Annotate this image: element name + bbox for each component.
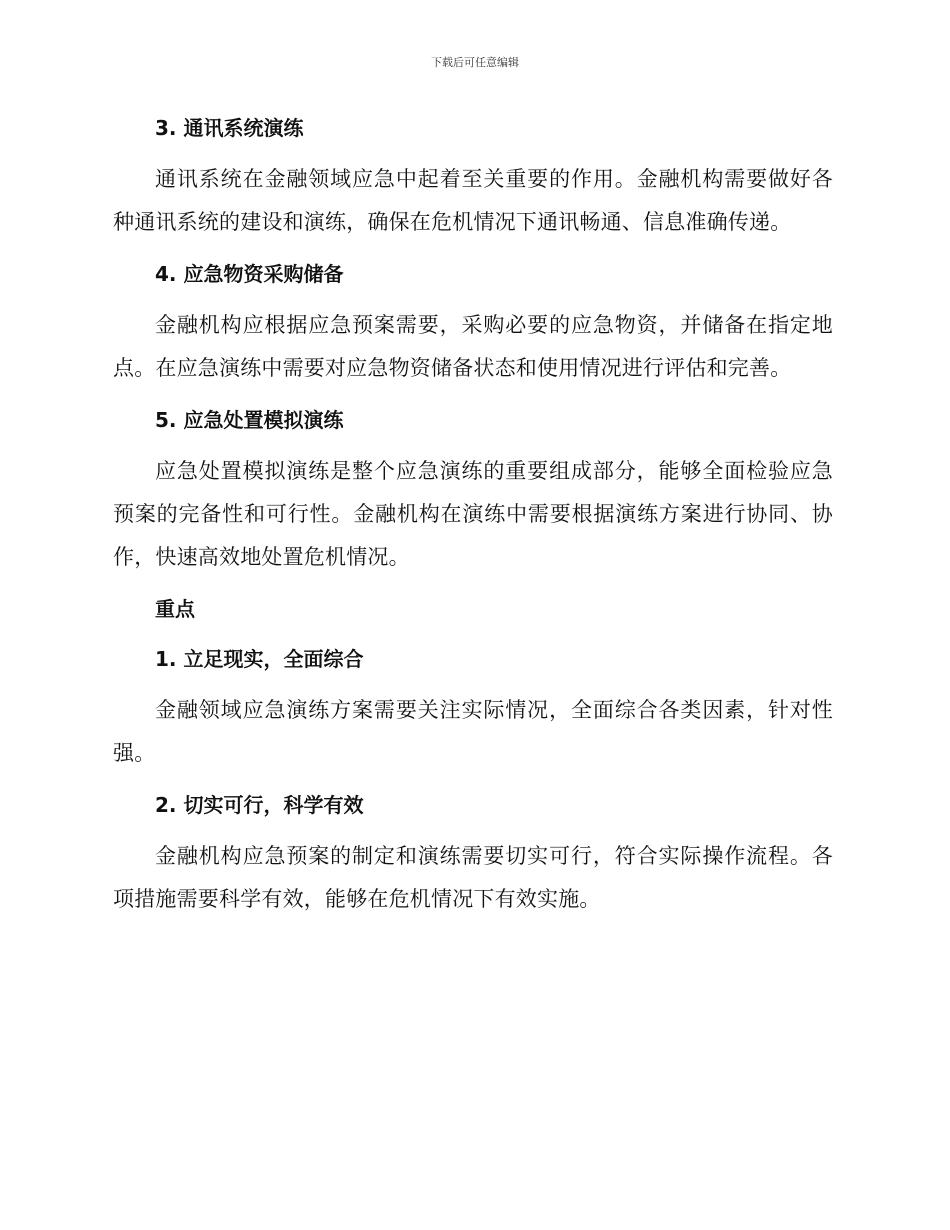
page-header: 下载后可任意编辑 (431, 56, 519, 69)
section-heading-feasible: 2. 切实可行，科学有效 (155, 793, 364, 817)
paragraph-feasible: 金融机构应急预案的制定和演练需要切实可行，符合实际操作流程。各项措施需要科学有效，能够在危机情况下有效实施。 (113, 844, 833, 911)
paragraph-supplies: 金融机构应根据应急预案需要，采购必要的应急物资，并储备在指定地点。在应急演练中需要对应急物资储备状态和使用情况进行评估和完善。 (113, 313, 833, 380)
section-heading-simulation: 5. 应急处置模拟演练 (155, 408, 344, 432)
section-heading-supplies: 4. 应急物资采购储备 (155, 262, 344, 286)
section-heading-key-points: 重点 (155, 597, 195, 621)
document-body (113, 108, 833, 931)
section-heading-practical: 1. 立足现实，全面综合 (155, 647, 364, 671)
paragraph-simulation: 应急处置模拟演练是整个应急演练的重要组成部分，能够全面检验应急预案的完备性和可行性。金融机构在演练中需要根据演练方案进行协同、协作，快速高效地处置危机情况。 (113, 459, 833, 569)
paragraph-communication: 通讯系统在金融领域应急中起着至关重要的作用。金融机构需要做好各种通讯系统的建设和演练，确保在危机情况下通讯畅通、信息准确传递。 (113, 167, 833, 234)
paragraph-practical: 金融领域应急演练方案需要关注实际情况，全面综合各类因素，针对性强。 (113, 698, 833, 765)
section-heading-communication: 3. 通讯系统演练 (155, 116, 304, 140)
